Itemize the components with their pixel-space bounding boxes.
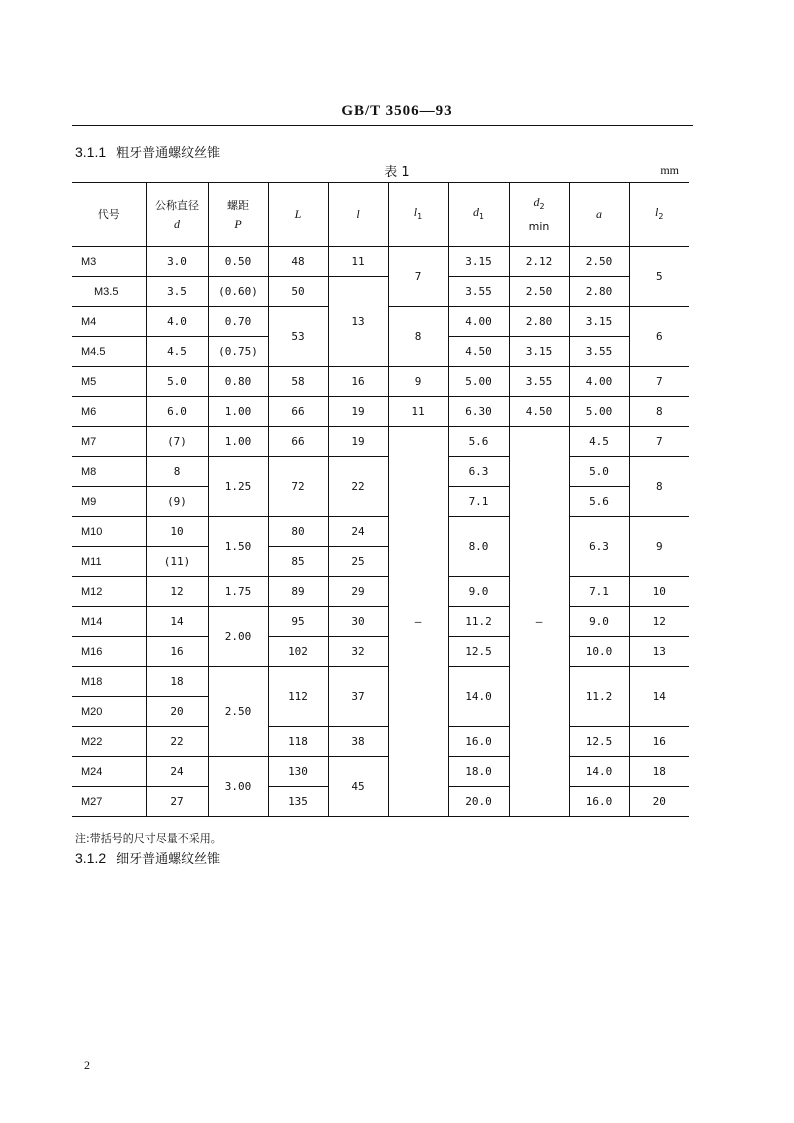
table-cell: 11 (328, 247, 388, 277)
col-code: 代号 (72, 183, 146, 247)
table-row (72, 667, 689, 697)
table-cell: 4.50 (509, 397, 569, 427)
table-cell: M4 (72, 307, 146, 337)
table-cell: 19 (328, 427, 388, 457)
col-nominal-diameter: 公称直径 d (146, 183, 208, 247)
table-cell: 25 (328, 547, 388, 577)
table-cell: 16 (629, 727, 689, 757)
table-cell: 18 (629, 757, 689, 787)
table-cell: 3.00 (208, 757, 268, 817)
table-cell: 3.15 (448, 247, 509, 277)
table-cell: 9.0 (569, 607, 629, 637)
table-cell: 3.0 (146, 247, 208, 277)
section-3-1-2 (75, 848, 220, 867)
table-cell: 48 (268, 247, 328, 277)
table-cell: M14 (72, 607, 146, 637)
table-cell: 2.00 (208, 607, 268, 667)
table-row (72, 607, 689, 637)
table-cell: 7 (629, 367, 689, 397)
table-cell: 3.55 (509, 367, 569, 397)
table-cell: 38 (328, 727, 388, 757)
table-cell: 1.00 (208, 397, 268, 427)
table-cell: 5.0 (146, 367, 208, 397)
table-cell: 32 (328, 637, 388, 667)
table-cell: M8 (72, 457, 146, 487)
table-cell: 2.12 (509, 247, 569, 277)
table-cell: 4.0 (146, 307, 208, 337)
table-caption: 表 1 (384, 165, 410, 180)
table-cell: M6 (72, 397, 146, 427)
section-3-1-1 (75, 142, 220, 161)
table-cell: 13 (328, 277, 388, 367)
table-cell: 30 (328, 607, 388, 637)
table-cell: 14 (146, 607, 208, 637)
table-cell: 12.5 (569, 727, 629, 757)
table-row (72, 397, 689, 427)
table-cell: M24 (72, 757, 146, 787)
table-cell: 0.70 (208, 307, 268, 337)
table-cell: — (388, 427, 448, 817)
table-cell: 3.55 (448, 277, 509, 307)
table-cell: M3 (72, 247, 146, 277)
table-cell: 11.2 (569, 667, 629, 727)
table-cell: 95 (268, 607, 328, 637)
table-cell: 112 (268, 667, 328, 727)
tap-dimension-table (72, 182, 689, 817)
table-cell: 16.0 (569, 787, 629, 817)
table-cell: M5 (72, 367, 146, 397)
table-cell: 11.2 (448, 607, 509, 637)
table-cell: 9 (388, 367, 448, 397)
table-row (72, 367, 689, 397)
table-cell: M10 (72, 517, 146, 547)
table-cell: 2.50 (569, 247, 629, 277)
table-cell: 8 (146, 457, 208, 487)
table-cell: 5.00 (448, 367, 509, 397)
table-row (72, 457, 689, 487)
section-title: 粗牙普通螺纹丝锥 (116, 146, 221, 161)
section-number: 3.1.1 (75, 144, 107, 160)
table-cell: 20 (146, 697, 208, 727)
table-cell: 3.15 (509, 337, 569, 367)
table-cell: 1.25 (208, 457, 268, 517)
table-cell: 8 (629, 457, 689, 517)
table-cell: 12 (629, 607, 689, 637)
table-note: 注:带括号的尺寸尽量不采用。 (75, 832, 222, 845)
table-cell: 4.00 (569, 367, 629, 397)
table-cell: 6.0 (146, 397, 208, 427)
table-cell: 5.0 (569, 457, 629, 487)
table-cell: 22 (328, 457, 388, 517)
table-cell: 130 (268, 757, 328, 787)
section-title: 细牙普通螺纹丝锥 (116, 852, 221, 867)
table-cell: 29 (328, 577, 388, 607)
table-cell: 0.80 (208, 367, 268, 397)
table-cell: 1.00 (208, 427, 268, 457)
table-cell: 3.5 (146, 277, 208, 307)
table-cell: 4.5 (146, 337, 208, 367)
table-cell: 50 (268, 277, 328, 307)
col-d2: $d_2$ min (509, 183, 569, 247)
table-row (72, 517, 689, 547)
table-cell: — (509, 427, 569, 817)
table-cell: 6.3 (448, 457, 509, 487)
table-cell: 85 (268, 547, 328, 577)
table-cell: 2.50 (509, 277, 569, 307)
header-rule (72, 125, 693, 126)
table-cell: 1.75 (208, 577, 268, 607)
table-cell: 20.0 (448, 787, 509, 817)
table-cell: M18 (72, 667, 146, 697)
table-row (72, 757, 689, 787)
table-cell: 4.00 (448, 307, 509, 337)
col-a: a (569, 183, 629, 247)
table-cell: 58 (268, 367, 328, 397)
table-cell: 6.3 (569, 517, 629, 577)
col-l2: $l_2$ (629, 183, 689, 247)
table-cell: 14.0 (569, 757, 629, 787)
table-cell: M12 (72, 577, 146, 607)
table-row (72, 637, 689, 667)
table-cell: 12.5 (448, 637, 509, 667)
table-cell: 3.55 (569, 337, 629, 367)
table-cell: 13 (629, 637, 689, 667)
table-cell: 53 (268, 307, 328, 367)
table-cell: 6 (629, 307, 689, 367)
table-cell: 66 (268, 427, 328, 457)
table-cell: 5 (629, 247, 689, 307)
page-number: 2 (84, 1058, 90, 1072)
table-cell: 8 (388, 307, 448, 367)
section-number: 3.1.2 (75, 850, 107, 866)
table-cell: 14.0 (448, 667, 509, 727)
table-cell: 1.50 (208, 517, 268, 577)
table-cell: 5.00 (569, 397, 629, 427)
table-cell: (9) (146, 487, 208, 517)
col-L: L (268, 183, 328, 247)
table-cell: 2.80 (569, 277, 629, 307)
table-cell: 27 (146, 787, 208, 817)
table-row (72, 277, 689, 307)
table-cell: 19 (328, 397, 388, 427)
table-cell: 2.80 (509, 307, 569, 337)
table-row (72, 577, 689, 607)
table-cell: (7) (146, 427, 208, 457)
table-cell: M3.5 (72, 277, 146, 307)
table-cell: 7.1 (569, 577, 629, 607)
table-cell: 24 (146, 757, 208, 787)
table-cell: 10 (146, 517, 208, 547)
table-cell: 118 (268, 727, 328, 757)
unit-label: mm (660, 163, 679, 177)
document-header: GB/T 3506—93 (341, 103, 453, 119)
table-cell: M11 (72, 547, 146, 577)
table-cell: 10 (629, 577, 689, 607)
table-cell: 10.0 (569, 637, 629, 667)
table-cell: M22 (72, 727, 146, 757)
table-cell: (11) (146, 547, 208, 577)
table-cell: 20 (629, 787, 689, 817)
table-cell: 37 (328, 667, 388, 727)
table-cell: 45 (328, 757, 388, 817)
table-cell: 18 (146, 667, 208, 697)
table-row (72, 727, 689, 757)
table-cell: 6.30 (448, 397, 509, 427)
table-cell: 16 (328, 367, 388, 397)
table-cell: 66 (268, 397, 328, 427)
table-cell: 9.0 (448, 577, 509, 607)
col-d1: $d_1$ (448, 183, 509, 247)
table-cell: 80 (268, 517, 328, 547)
table-cell: 18.0 (448, 757, 509, 787)
table-cell: M16 (72, 637, 146, 667)
table-header-row (72, 183, 689, 247)
table-cell: M7 (72, 427, 146, 457)
table-cell: 24 (328, 517, 388, 547)
table-cell: 4.5 (569, 427, 629, 457)
table-cell: 9 (629, 517, 689, 577)
table-cell: 8.0 (448, 517, 509, 577)
table-cell: 5.6 (569, 487, 629, 517)
table-cell: 11 (388, 397, 448, 427)
table-cell: 12 (146, 577, 208, 607)
table-cell: (0.75) (208, 337, 268, 367)
table-cell: M4.5 (72, 337, 146, 367)
col-l: l (328, 183, 388, 247)
table-cell: M27 (72, 787, 146, 817)
table-cell: 5.6 (448, 427, 509, 457)
table-cell: 7 (629, 427, 689, 457)
table-cell: 2.50 (208, 667, 268, 757)
col-l1: $l_1$ (388, 183, 448, 247)
table-cell: M9 (72, 487, 146, 517)
table-cell: 16 (146, 637, 208, 667)
table-cell: 16.0 (448, 727, 509, 757)
table-cell: 89 (268, 577, 328, 607)
table-cell: 0.50 (208, 247, 268, 277)
table-cell: 8 (629, 397, 689, 427)
table-cell: 135 (268, 787, 328, 817)
table-cell: 7.1 (448, 487, 509, 517)
table-cell: 3.15 (569, 307, 629, 337)
table-cell: 14 (629, 667, 689, 727)
table-cell: 4.50 (448, 337, 509, 367)
table-row (72, 247, 689, 277)
table-cell: 7 (388, 247, 448, 307)
table-cell: (0.60) (208, 277, 268, 307)
table-cell: 22 (146, 727, 208, 757)
table-cell: 102 (268, 637, 328, 667)
col-pitch: 螺距 P (208, 183, 268, 247)
table-cell: M20 (72, 697, 146, 727)
table-cell: 72 (268, 457, 328, 517)
table-row (72, 427, 689, 457)
